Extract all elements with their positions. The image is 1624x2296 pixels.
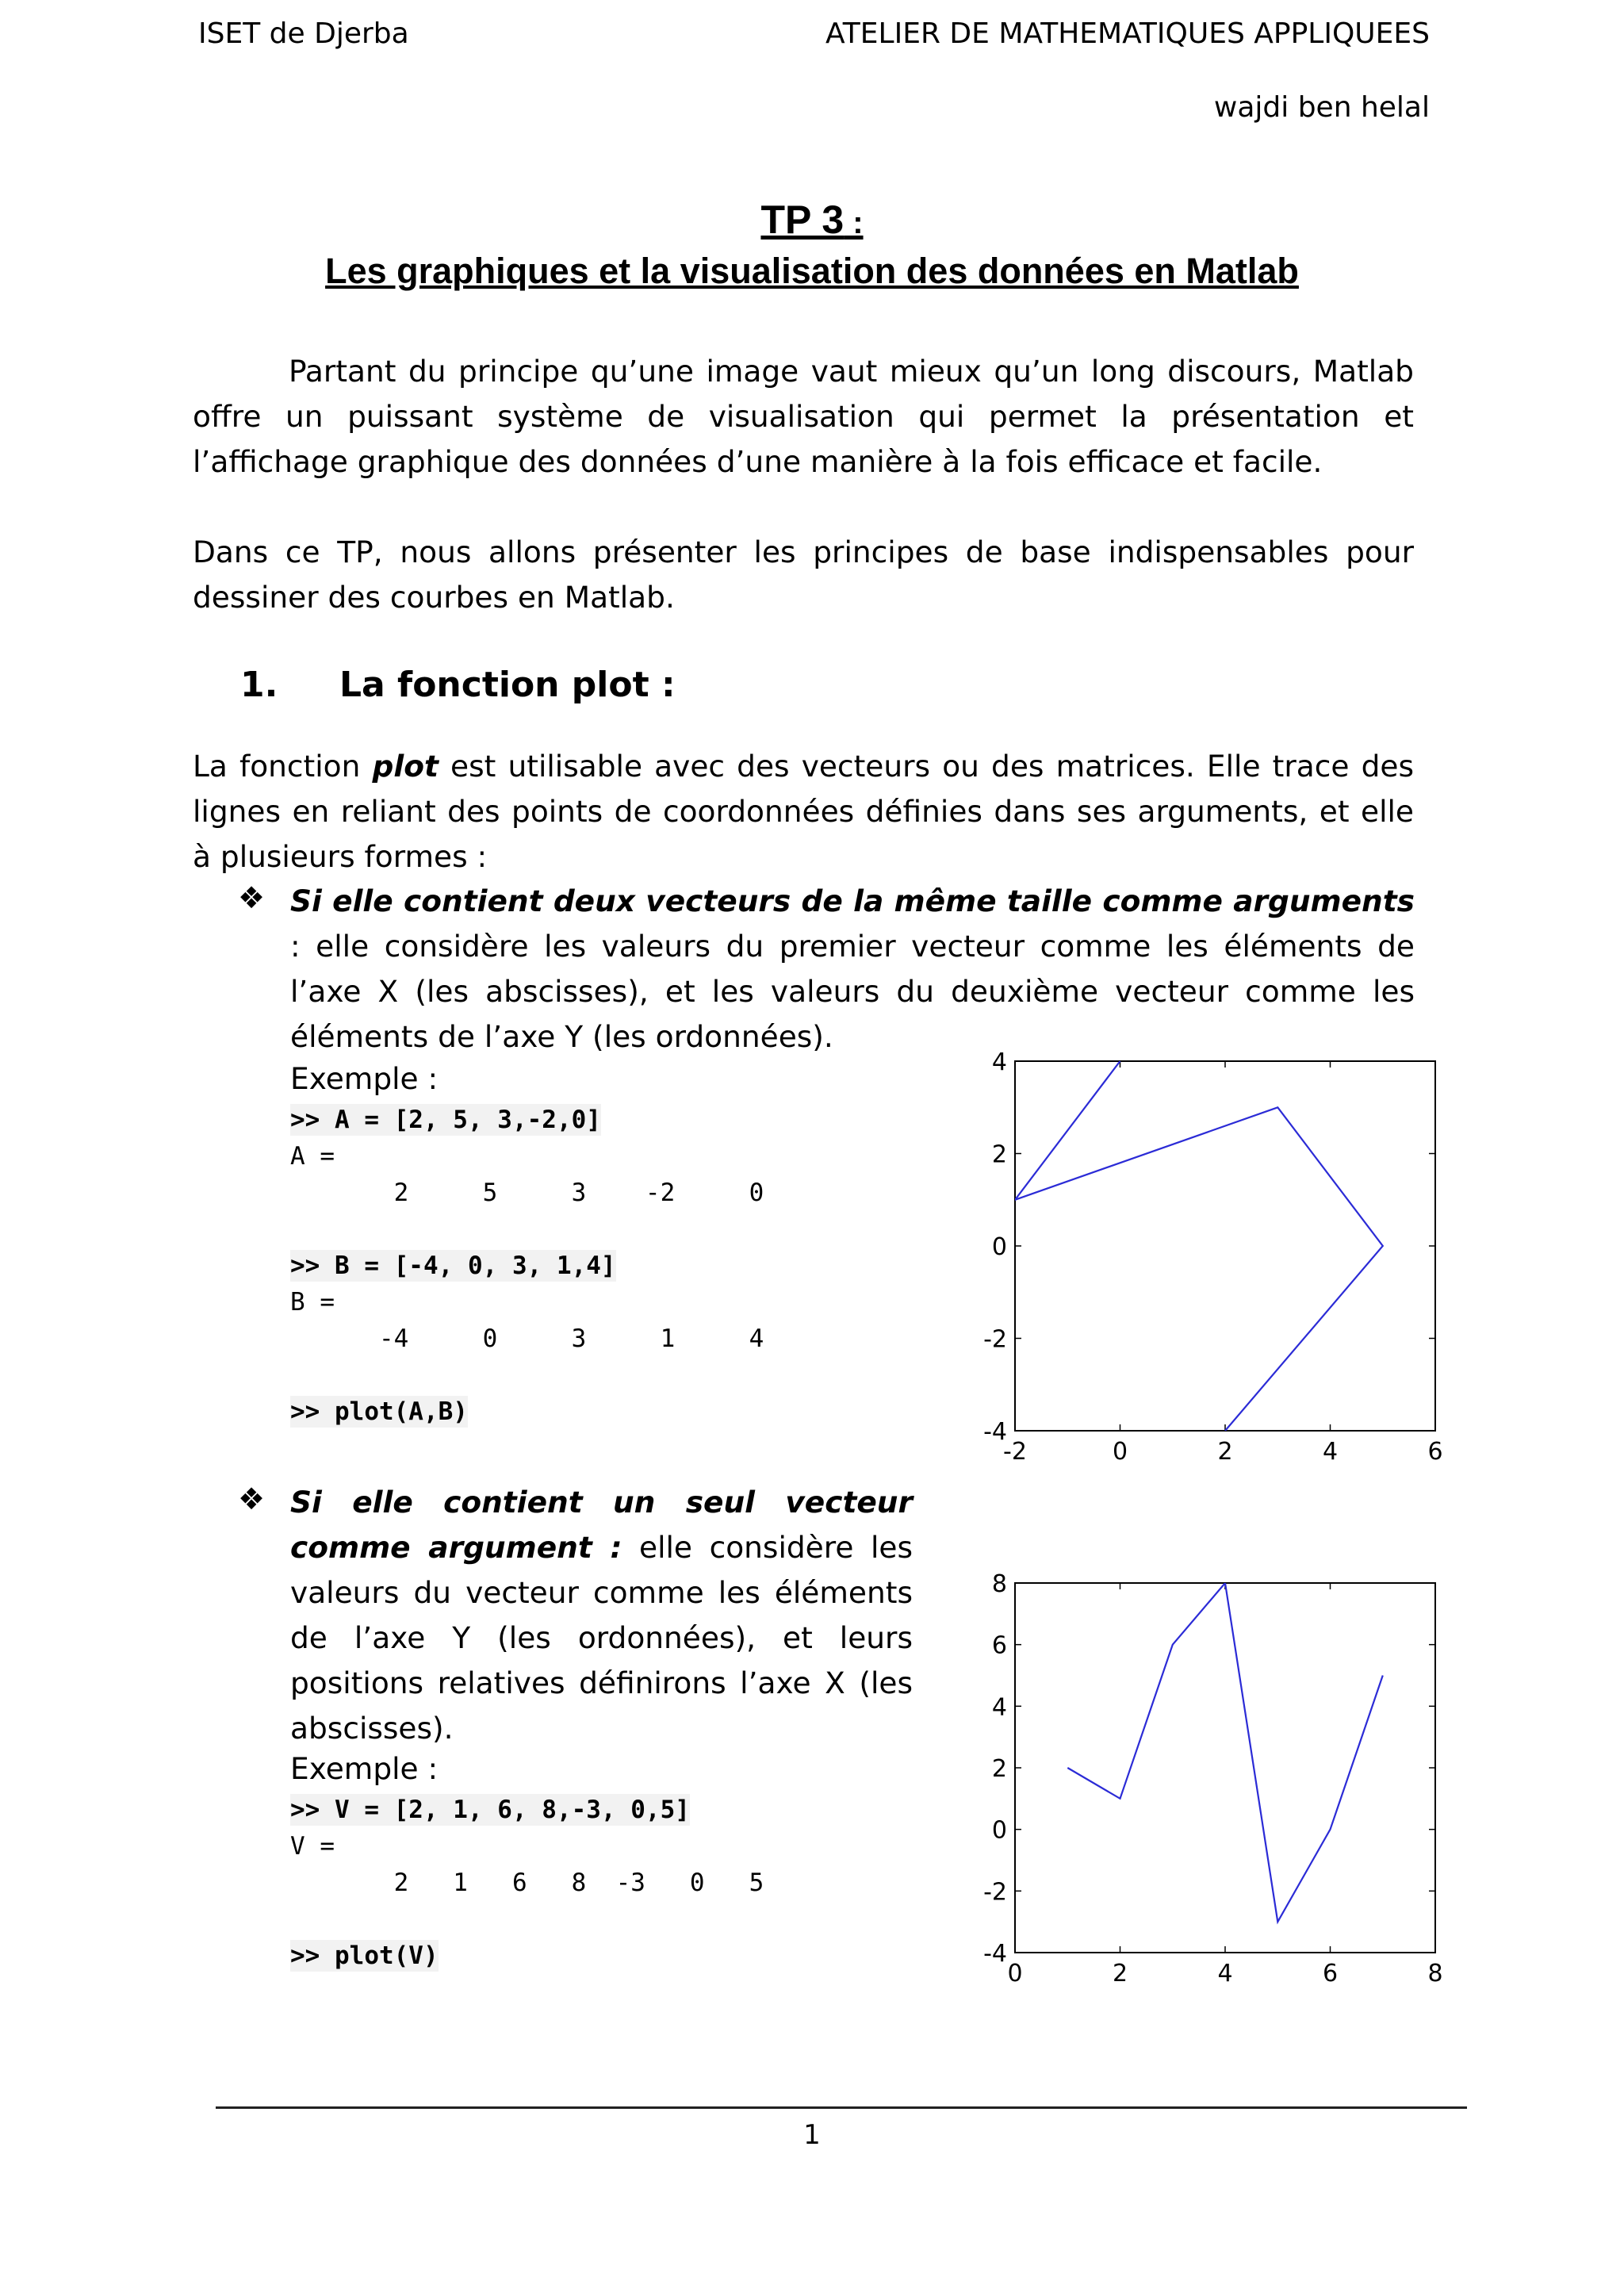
- header-school: ISET de Djerba: [198, 17, 409, 50]
- x-tick-label: 8: [1427, 1960, 1443, 1987]
- header-author: wajdi ben helal: [1213, 91, 1430, 124]
- y-tick-label: 2: [991, 1140, 1007, 1169]
- x-tick-label: -2: [1003, 1438, 1027, 1466]
- code-line: 2 1 6 8 -3 0 5: [290, 1869, 764, 1897]
- y-tick-label: -2: [983, 1325, 1007, 1354]
- x-tick-label: 6: [1322, 1960, 1339, 1987]
- case2-text: Si elle contient un seul vecteur comme argument : elle considère les valeurs du vecteur comme les éléments de l’axe Y (les ordonnées), et leurs positions relatives définirons l’axe X (les abscisses).: [290, 1485, 913, 1746]
- x-tick-label: 0: [1112, 1438, 1128, 1466]
- y-tick-label: -4: [983, 1940, 1007, 1968]
- diamond-bullet-icon: ❖: [238, 880, 266, 915]
- plot-frame: [1015, 1583, 1435, 1953]
- code-line: >> B = [-4, 0, 3, 1,4]: [290, 1251, 616, 1280]
- footer-divider: [216, 2106, 1467, 2109]
- plot-v-area: [983, 1570, 1442, 1987]
- x-tick-label: 2: [1217, 1438, 1233, 1466]
- x-tick-label: 4: [1322, 1438, 1339, 1466]
- code-line: >> V = [2, 1, 6, 8,-3, 0,5]: [290, 1796, 690, 1824]
- header-course: ATELIER DE MATHEMATIQUES APPLIQUEES: [825, 17, 1430, 50]
- y-tick-label: -2: [983, 1878, 1007, 1907]
- y-tick-label: 4: [991, 1693, 1007, 1722]
- y-tick-label: -4: [983, 1418, 1007, 1446]
- y-tick-label: 4: [991, 1048, 1007, 1076]
- y-tick-label: 2: [991, 1755, 1007, 1783]
- code-line: V =: [290, 1832, 335, 1861]
- plot-ab-area: [983, 1048, 1442, 1466]
- plot-v-chart: [967, 1562, 1459, 1999]
- code-line: >> plot(A,B): [290, 1397, 468, 1426]
- case1-text: Si elle contient deux vecteurs de la même taille comme arguments : elle considère les valeurs du premier vecteur comme les éléments de l’axe X (les abscisses), et les valeurs du deuxième vecteur comme les éléments de l’axe Y (les ordonnées).: [290, 884, 1415, 1054]
- code-line: 2 5 3 -2 0: [290, 1179, 764, 1207]
- y-tick-label: 0: [991, 1233, 1007, 1261]
- code-line: >> A = [2, 5, 3,-2,0]: [290, 1106, 601, 1134]
- y-tick-label: 0: [991, 1816, 1007, 1845]
- y-tick-label: 8: [991, 1570, 1007, 1598]
- plot-ab-chart: [967, 1041, 1459, 1485]
- code-line: >> plot(V): [290, 1941, 439, 1970]
- section-title: La fonction plot :: [339, 665, 676, 705]
- series-line: [1015, 1061, 1383, 1431]
- intro-paragraph-2: Dans ce TP, nous allons présenter les principes de base indispensables pour dessiner des courbes en Matlab.: [193, 535, 1414, 615]
- y-tick-label: 6: [991, 1631, 1007, 1660]
- x-tick-label: 2: [1112, 1960, 1128, 1987]
- page-subtitle: Les graphiques et la visualisation des données en Matlab: [325, 251, 1299, 291]
- x-tick-label: 0: [1007, 1960, 1023, 1987]
- code-line: A =: [290, 1142, 335, 1171]
- code-line: -4 0 3 1 4: [290, 1324, 764, 1353]
- code-line: B =: [290, 1288, 335, 1317]
- case1-example-label: Exemple :: [290, 1061, 439, 1096]
- case2-example-label: Exemple :: [290, 1751, 439, 1786]
- series-line: [1067, 1583, 1383, 1922]
- page-title: TP 3 :: [760, 197, 864, 242]
- intro-paragraph-1: Partant du principe qu’une image vaut mieux qu’un long discours, Matlab offre un puissant système de visualisation qui permet la présentation et l’affichage graphique des données d’une manière à la fois efficace et facile.: [193, 354, 1414, 479]
- x-tick-label: 6: [1427, 1438, 1443, 1466]
- section-number: 1.: [240, 665, 278, 705]
- page-number: 1: [803, 2119, 821, 2151]
- x-tick-label: 4: [1217, 1960, 1233, 1987]
- section-intro: La fonction plot est utilisable avec des vecteurs ou des matrices. Elle trace des lignes en reliant des points de coordonnées définies dans ses arguments, et elle à plusieurs formes :: [193, 749, 1415, 874]
- diamond-bullet-icon: ❖: [238, 1481, 266, 1516]
